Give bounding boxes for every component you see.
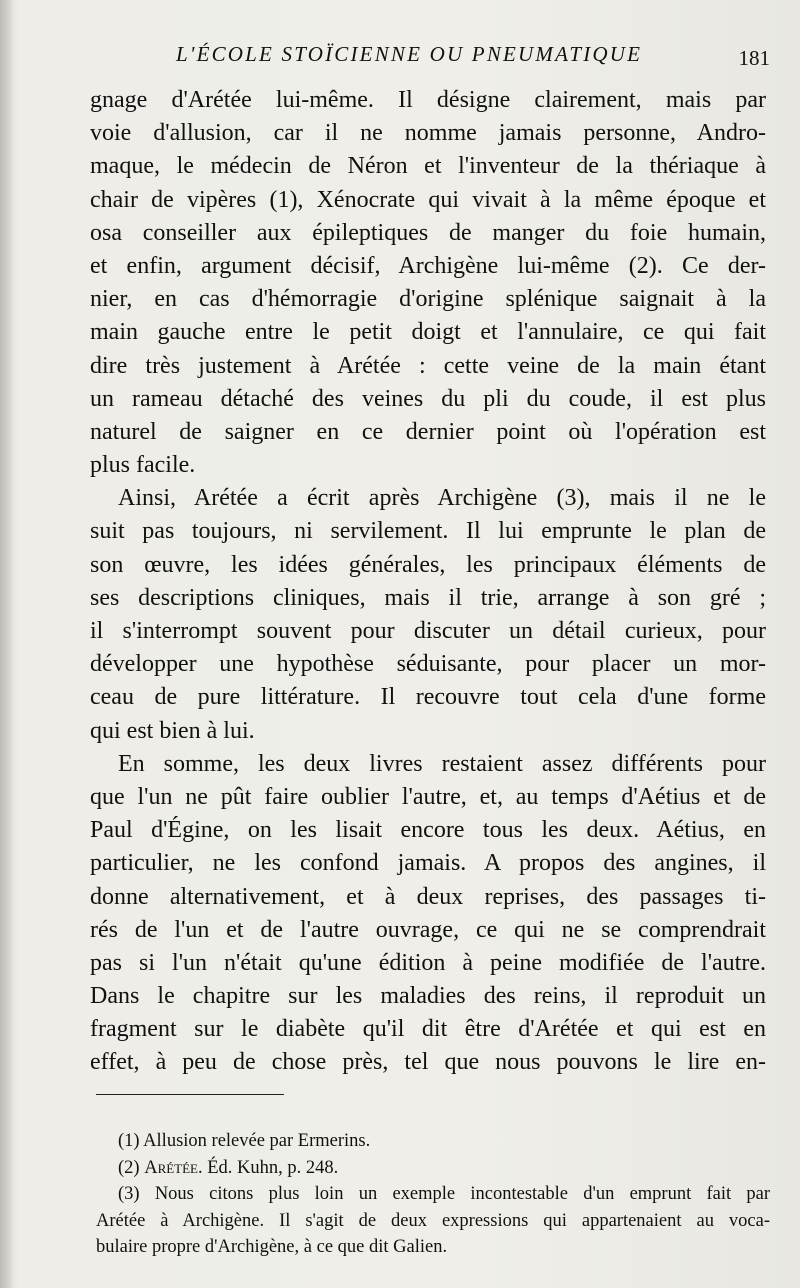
text-line: En somme, les deux livres restaient assez différents pour — [118, 750, 766, 777]
footnote-2-author: Arétée. — [144, 1157, 203, 1178]
text-line: nier, en cas d'hémorragie d'origine splénique saignait à la — [90, 286, 766, 313]
footnotes — [96, 1128, 770, 1261]
footnote-3-line: bulaire propre d'Archigène, à ce que dit Galien. — [96, 1237, 448, 1257]
text-line: maque, le médecin de Néron et l'inventeur de la thériaque à — [90, 153, 766, 180]
text-line: pas si l'un n'était qu'une édition à peine modifiée de l'autre. — [90, 949, 766, 976]
text-line: suit pas toujours, ni servilement. Il lui emprunte le plan de — [90, 518, 766, 545]
footnote-2 — [96, 1155, 770, 1182]
body-text — [90, 84, 766, 1080]
footnote-2-number: (2) — [118, 1157, 140, 1178]
text-line: dire très justement à Arétée : cette veine de la main étant — [90, 352, 766, 379]
text-line: naturel de saigner en ce dernier point où l'opération est — [90, 418, 766, 445]
footnote-1: (1) Allusion relevée par Ermerins. — [118, 1131, 371, 1151]
text-line: Dans le chapitre sur les maladies des reins, il reproduit un — [90, 983, 766, 1010]
text-line: particulier, ne les confond jamais. A propos des angines, il — [90, 850, 766, 877]
text-line: un rameau détaché des veines du pli du coude, il est plus — [90, 385, 766, 412]
text-line: Paul d'Égine, on les lisait encore tous les deux. Aétius, en — [90, 817, 766, 844]
footnote-3-line: Arétée à Archigène. Il s'agit de deux expressions qui appartenaient au voca- — [96, 1210, 770, 1231]
text-line: qui est bien à lui. — [90, 717, 255, 744]
page-gutter-shadow — [0, 0, 14, 1288]
text-line: ses descriptions cliniques, mais il trie, arrange à son gré ; — [90, 584, 766, 611]
text-line: osa conseiller aux épileptiques de manger du foie humain, — [90, 219, 766, 246]
footnote-3-line: (3) Nous citons plus loin un exemple incontestable d'un emprunt fait par — [118, 1184, 770, 1204]
footnote-2-text: Éd. Kuhn, p. 248. — [207, 1157, 339, 1178]
text-line: Ainsi, Arétée a écrit après Archigène (3), mais il ne le — [118, 485, 766, 512]
text-line: voie d'allusion, car il ne nomme jamais personne, Andro- — [90, 120, 766, 147]
footnote-rule — [96, 1094, 284, 1095]
page-number: 181 — [738, 46, 770, 70]
text-line: il s'interrompt souvent pour discuter un détail curieux, pour — [90, 618, 766, 644]
text-line: et enfin, argument décisif, Archigène lui-même (2). Ce der- — [90, 252, 766, 279]
text-line: chair de vipères (1), Xénocrate qui vivait à la même époque et — [90, 186, 766, 213]
text-line: son œuvre, les idées générales, les principaux éléments de — [90, 551, 766, 578]
text-line: donne alternativement, et à deux reprises, des passages ti- — [90, 883, 766, 910]
text-line: développer une hypothèse séduisante, pour placer un mor- — [90, 651, 766, 678]
page-header — [92, 42, 770, 72]
text-line: main gauche entre le petit doigt et l'annulaire, ce qui fait — [90, 319, 766, 346]
text-line: fragment sur le diabète qu'il dit être d'Arétée et qui est en — [90, 1016, 766, 1043]
text-line: effet, à peu de chose près, tel que nous pouvons le lire en- — [90, 1049, 766, 1076]
text-line: que l'un ne pût faire oublier l'autre, et, au temps d'Aétius et de — [90, 783, 766, 810]
text-line: rés de l'un et de l'autre ouvrage, ce qui ne se comprendrait — [90, 916, 766, 943]
text-line: gnage d'Arétée lui-même. Il désigne clairement, mais par — [90, 87, 766, 113]
running-title: L'ÉCOLE STOÏCIENNE OU PNEUMATIQUE — [176, 42, 643, 66]
text-line: ceau de pure littérature. Il recouvre tout cela d'une forme — [90, 684, 766, 711]
text-line: plus facile. — [90, 452, 196, 479]
